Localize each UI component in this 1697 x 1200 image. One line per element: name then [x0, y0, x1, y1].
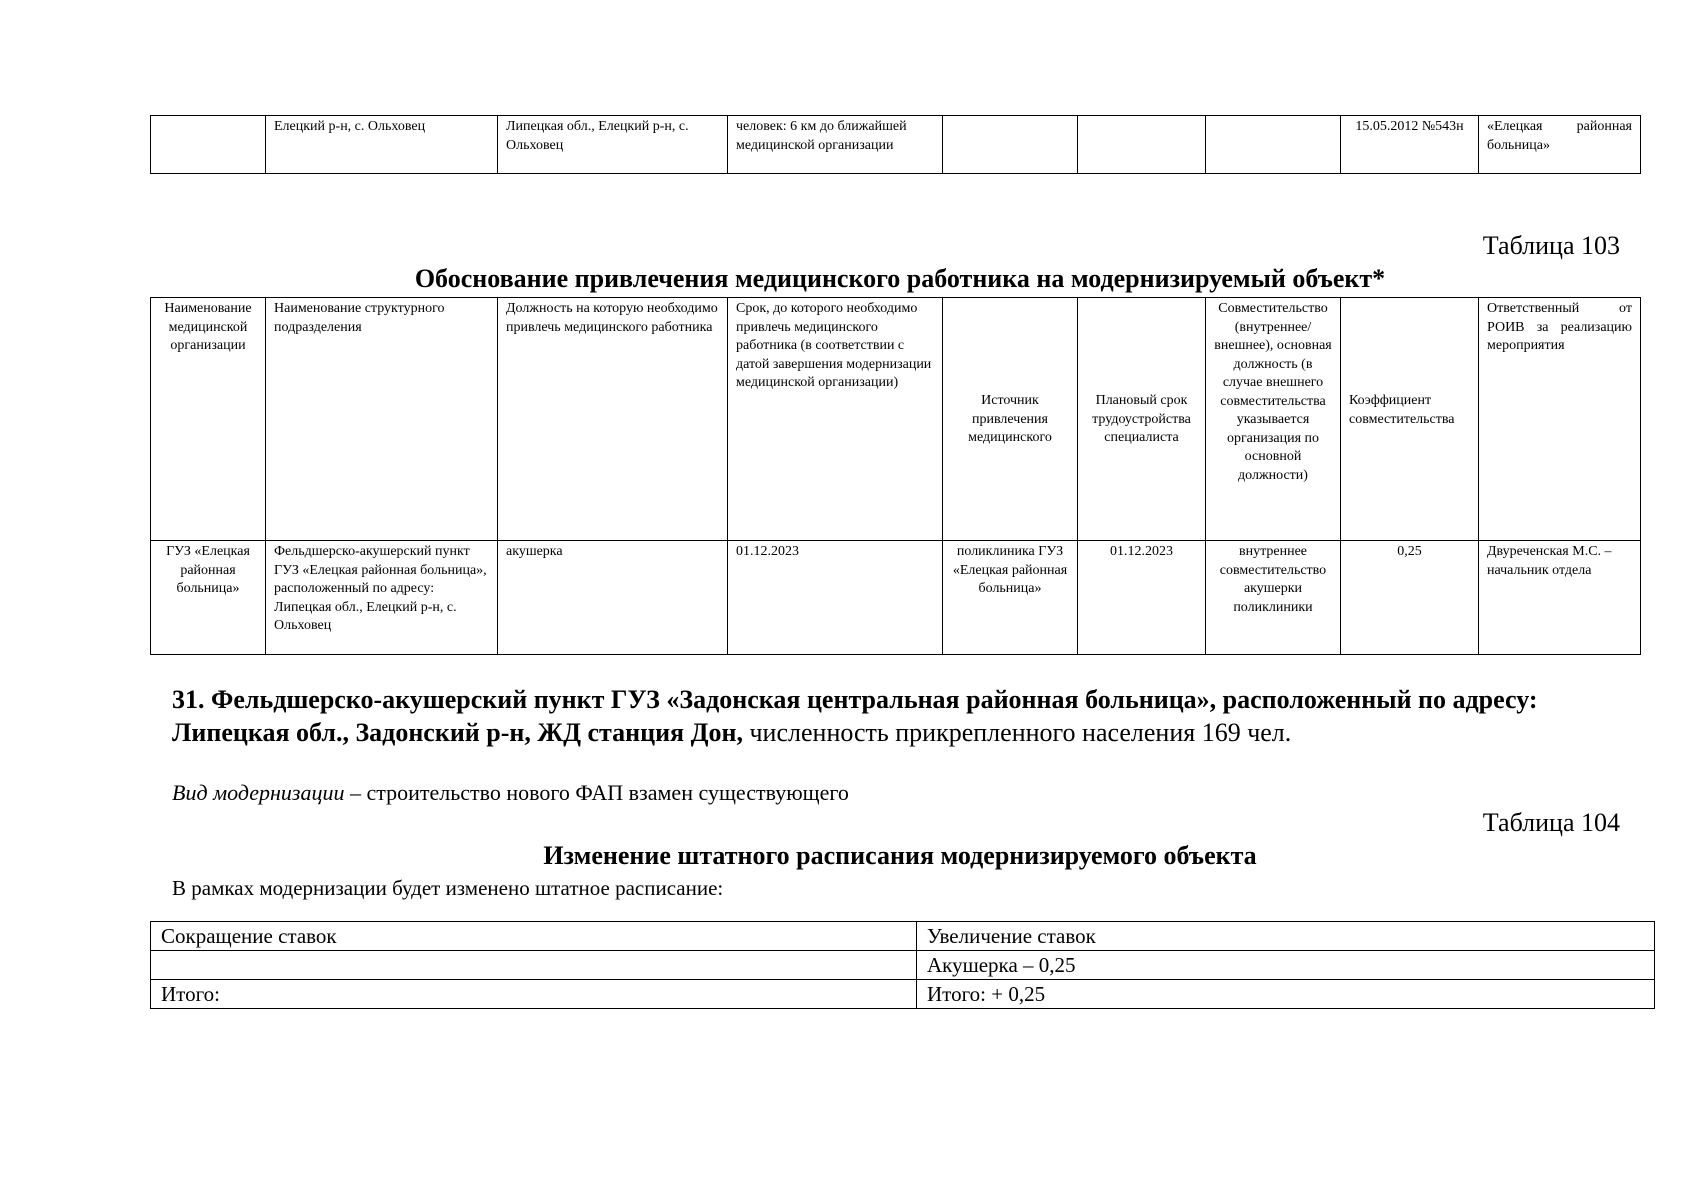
table-row	[151, 980, 1655, 1009]
table-cell: Фельдшерско-акушерский пункт ГУЗ «Елецкая районная больница», расположенный по адресу: Липецкая обл., Елецкий р-н, с. Ольховец	[266, 541, 498, 655]
staffing-change-table	[150, 921, 1655, 1009]
continuation-table	[150, 115, 1641, 174]
table-cell	[943, 116, 1078, 174]
modernization-text: – строительство нового ФАП взамен существующего	[344, 780, 849, 805]
table-row	[151, 541, 1641, 655]
header-cell: Наименование структурного подразделения	[266, 298, 498, 541]
table-cell: внутреннее совместительство акушерки поликлиники	[1206, 541, 1341, 655]
table-cell: ГУЗ «Елецкая районная больница»	[151, 541, 266, 655]
table-cell: 0,25	[1341, 541, 1479, 655]
header-cell: Источник привлечения медицинского	[943, 298, 1078, 541]
header-cell: Срок, до которого необходимо привлечь медицинского работника (в соответствии с датой завершения модернизации медицинской организации)	[728, 298, 943, 541]
table-number: Таблица 104	[1482, 808, 1620, 837]
table-cell: человек: 6 км до ближайшей медицинской организации	[728, 116, 943, 174]
table-cell	[151, 951, 917, 980]
table-cell: Липецкая обл., Елецкий р-н, с. Ольховец	[498, 116, 728, 174]
table-row	[151, 951, 1655, 980]
modernization-label: Вид модернизации	[172, 780, 345, 805]
header-cell: Совместительство (внутреннее/внешнее), основная должность (в случае внешнего совместительства указывается организация по основной должности)	[1206, 298, 1341, 541]
header-cell: Сокращение ставок	[151, 922, 917, 951]
table-cell: Акушерка – 0,25	[917, 951, 1655, 980]
table-cell: 15.05.2012 №543н	[1341, 116, 1479, 174]
table-cell: Елецкий р-н, с. Ольховец	[266, 116, 498, 174]
table-cell: поликлиника ГУЗ «Елецкая районная больница»	[943, 541, 1078, 655]
table-title: Обоснование привлечения медицинского работника на модернизируемый объект*	[414, 264, 1386, 293]
table-cell	[1206, 116, 1341, 174]
section-heading-bold: 31. Фельдшерско-акушерский пункт ГУЗ «Задонская центральная районная больница», расположенный по адресу: Липецкая обл., Задонский р-н, ЖД станция Дон,	[172, 685, 1538, 747]
table-cell	[151, 116, 266, 174]
header-cell: Коэффициент совместительства	[1341, 298, 1479, 541]
table-header-row	[151, 922, 1655, 951]
header-cell: Ответственный от РОИВ за реализацию мероприятия	[1479, 298, 1641, 541]
table-cell: Итого:	[151, 980, 917, 1009]
table-header-row	[151, 298, 1641, 541]
header-cell: Наименование медицинской организации	[151, 298, 266, 541]
table-cell: акушерка	[498, 541, 728, 655]
table-cell: 01.12.2023	[728, 541, 943, 655]
header-cell: Плановый срок трудоустройства специалиста	[1078, 298, 1206, 541]
table-cell: «Елецкая районная больница»	[1479, 116, 1641, 174]
table-intro: В рамках модернизации будет изменено штатное расписание:	[172, 876, 724, 900]
table-row	[151, 116, 1641, 174]
table-cell: Итого: + 0,25	[917, 980, 1655, 1009]
table-number: Таблица 103	[1482, 231, 1620, 260]
header-cell: Увеличение ставок	[917, 922, 1655, 951]
table-cell: 01.12.2023	[1078, 541, 1206, 655]
table-title: Изменение штатного расписания модернизируемого объекта	[543, 841, 1257, 870]
table-cell	[1078, 116, 1206, 174]
header-cell: Должность на которую необходимо привлечь медицинского работника	[498, 298, 728, 541]
modernization-type	[172, 780, 849, 806]
staff-attraction-table	[150, 297, 1641, 655]
section-heading	[172, 683, 1612, 749]
table-cell: Двуреченская М.С. – начальник отдела	[1479, 541, 1641, 655]
section-heading-population: численность прикрепленного населения 169 чел.	[742, 718, 1292, 747]
